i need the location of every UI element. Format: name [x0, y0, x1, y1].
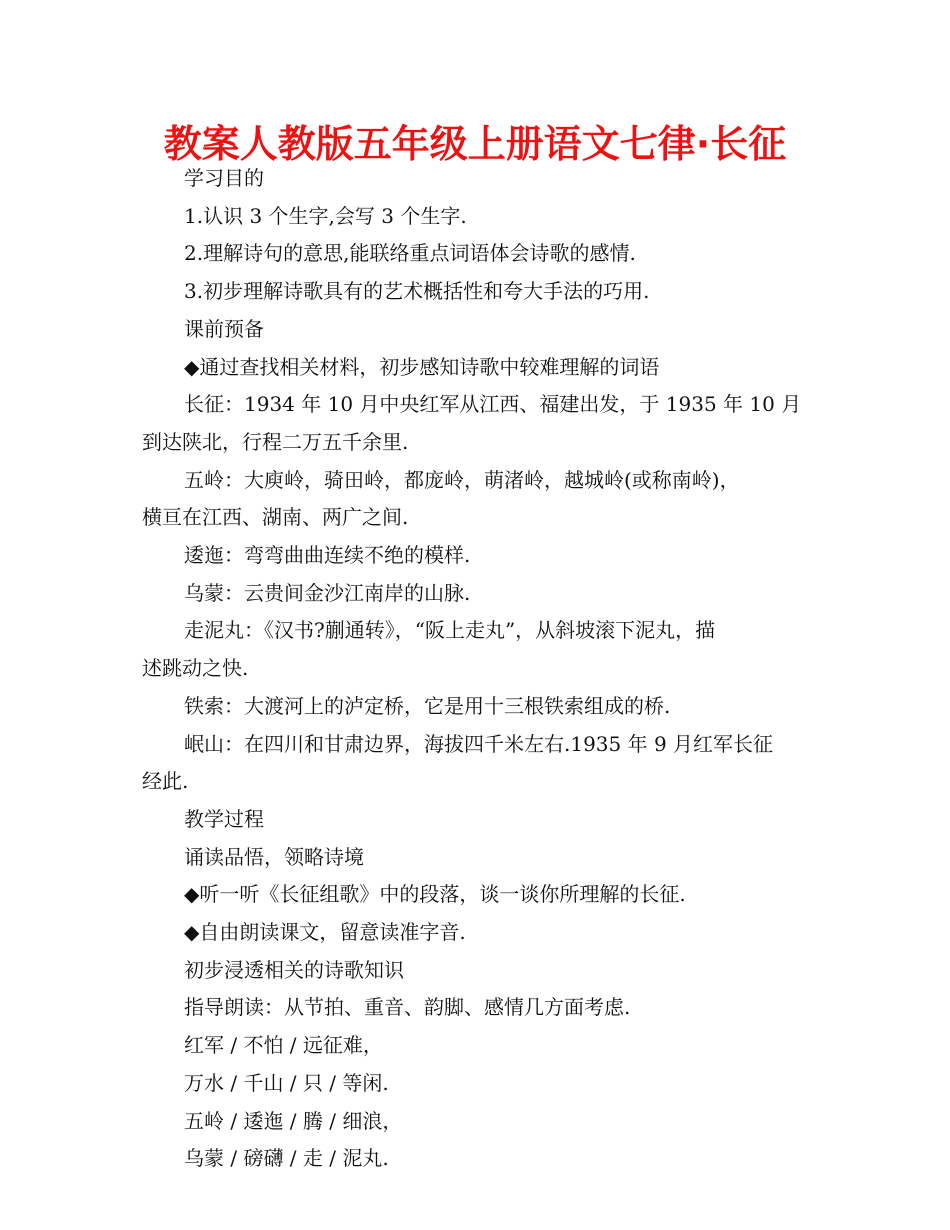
bullet-paragraph: ◆自由朗读课文，留意读准字音. [184, 920, 466, 945]
bullet-paragraph: ◆听一听《长征组歌》中的段落，谈一谈你所理解的长征. [184, 882, 686, 907]
paragraph: 五岭：大庾岭，骑田岭，都庞岭，萌渚岭，越城岭(或称南岭)， [184, 467, 740, 492]
paragraph-continuation: 横亘在江西、湖南、两广之间. [142, 505, 409, 530]
paragraph: 2.理解诗句的意思,能联络重点词语体会诗歌的感情. [184, 241, 636, 266]
paragraph: 岷山：在四川和甘肃边界，海拔四千米左右.1935 年 9 月红军长征 [184, 731, 774, 756]
bullet-paragraph: ◆通过查找相关材料，初步感知诗歌中较难理解的词语 [184, 354, 660, 379]
paragraph: 逶迤：弯弯曲曲连续不绝的模样. [184, 543, 471, 568]
poem-line: 红军 / 不怕 / 远征难， [184, 1033, 383, 1058]
paragraph: 诵读品悟，领略诗境 [184, 844, 364, 869]
section-heading-process: 教学过程 [184, 806, 264, 831]
paragraph: 铁索：大渡河上的泸定桥，它是用十三根铁索组成的桥. [184, 693, 671, 718]
document-body [142, 160, 814, 1178]
paragraph: 3.初步理解诗歌具有的艺术概括性和夸大手法的巧用. [184, 279, 650, 304]
paragraph: 走泥丸：《汉书?蒯通转》，“阪上走丸”，从斜坡滚下泥丸，描 [184, 618, 716, 643]
poem-line: 乌蒙 / 磅礴 / 走 / 泥丸. [184, 1146, 389, 1171]
paragraph: 长征：1934 年 10 月中央红军从江西、福建出发，于 1935 年 10 月 [184, 392, 802, 417]
paragraph: 乌蒙：云贵间金沙江南岸的山脉. [184, 580, 471, 605]
document-title: 教案人教版五年级上册语文七律·长征 [163, 122, 787, 166]
paragraph: 1.认识 3 个生字,会写 3 个生字. [184, 203, 467, 228]
paragraph-continuation: 述跳动之快. [142, 656, 249, 681]
paragraph: 初步浸透相关的诗歌知识 [184, 957, 404, 982]
paragraph: 指导朗读：从节拍、重音、韵脚、感情几方面考虑. [184, 995, 631, 1020]
poem-line: 五岭 / 逶迤 / 腾 / 细浪， [184, 1108, 403, 1133]
paragraph-continuation: 经此. [142, 769, 189, 794]
paragraph-continuation: 到达陕北，行程二万五千余里. [142, 429, 409, 454]
poem-line: 万水 / 千山 / 只 / 等闲. [184, 1070, 389, 1095]
section-heading-goals: 学习目的 [184, 166, 264, 190]
section-heading-preparation: 课前预备 [184, 316, 264, 341]
